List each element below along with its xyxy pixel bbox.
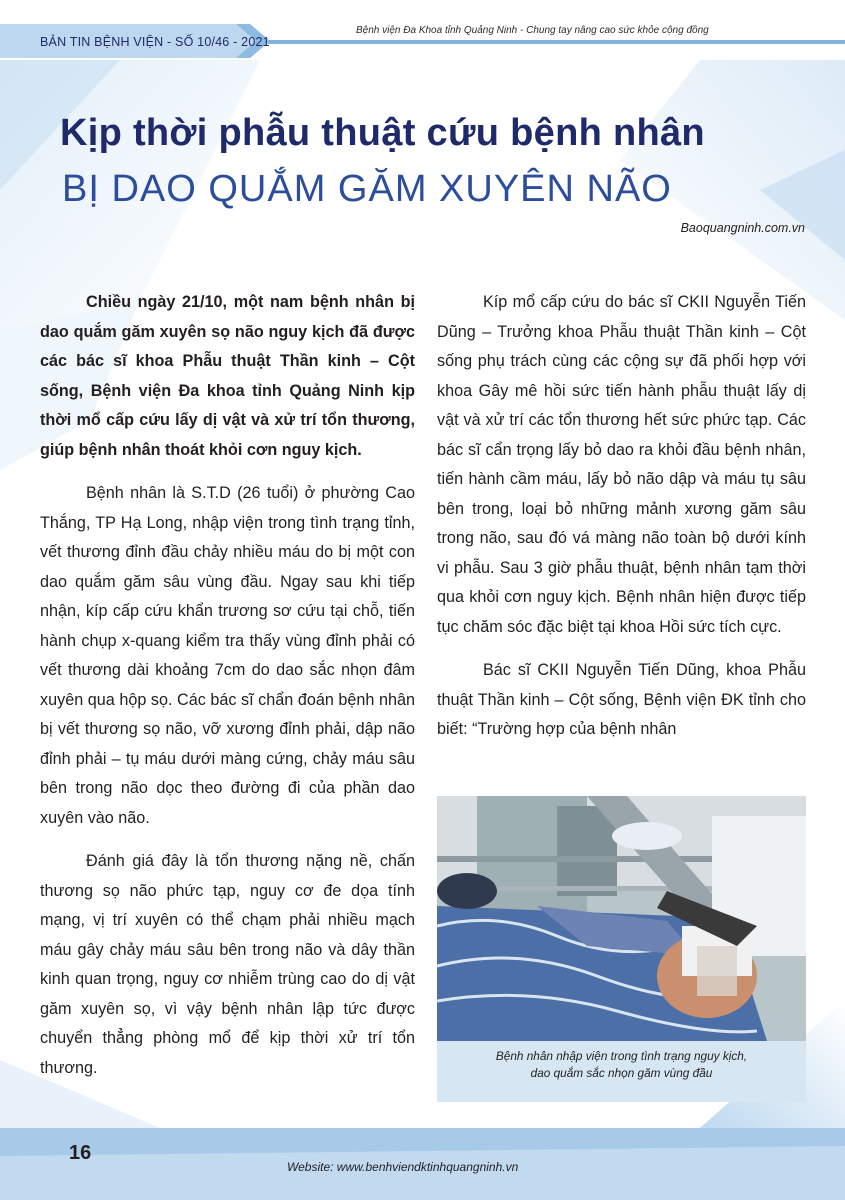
website-link[interactable]: Website: www.benhviendktinhquangninh.vn [287,1160,519,1174]
newsletter-issue: BẢN TIN BỆNH VIỆN - SỐ 10/46 - 2021 [40,35,270,49]
lead-paragraph: Chiều ngày 21/10, một nam bệnh nhân bị dao quắm găm xuyên sọ não nguy kịch đã được các bác sĩ khoa Phẫu thuật Thần kinh – Cột sống, Bệnh viện Đa khoa tỉnh Quảng Ninh kịp thời mổ cấp cứu lấy dị vật và xử trí tổn thương, giúp bệnh nhân thoát khỏi cơn nguy kịch. [40,293,415,459]
article-subtitle: BỊ DAO QUẮM GĂM XUYÊN NÃO [62,168,672,210]
body-paragraph: Đánh giá đây là tổn thương nặng nề, chấn thương sọ não phức tạp, nguy cơ đe dọa tính mạng, vị trí xuyên có thể chạm phải nhiều mạch máu gây chảy máu sâu bên trong não và dây thần kinh quan trọng, nguy cơ nhiễm trùng cao do dị vật găm xuyên sọ, vì vậy bệnh nhân lập tức được chuyển thẳng phòng mổ để kịp thời xử trí tổn thương. [40,852,415,1077]
article-source: Baoquangninh.com.vn [680,221,805,235]
right-column [437,288,806,759]
caption-line: dao quắm sắc nhọn găm vùng đầu [530,1066,713,1080]
caption-line: Bệnh nhân nhập viện trong tình trạng nguy kịch, [495,1049,748,1063]
patient-photo [437,796,806,1041]
header-slogan: Bệnh viện Đa Khoa tỉnh Quảng Ninh - Chung tay nâng cao sức khỏe cộng đồng [356,25,709,36]
header-divider [268,40,845,44]
article-title: Kịp thời phẫu thuật cứu bệnh nhân [60,112,705,154]
photo-frame [437,796,806,1102]
photo-caption [437,1048,806,1082]
body-paragraph: Kíp mổ cấp cứu do bác sĩ CKII Nguyễn Tiến Dũng – Trưởng khoa Phẫu thuật Thần kinh – Cột sống phụ trách cùng các cộng sự đã phối hợp với khoa Gây mê hồi sức tiến hành phẫu thuật lấy dị vật và xử trí các tổn thương hết sức phức tạp. Các bác sĩ cẩn trọng lấy bỏ dao ra khỏi đầu bệnh nhân, tiến hành cầm máu, lấy bỏ não dập và máu tụ sâu bên trong, loại bỏ những mảnh xương găm sâu trong não, sau đó vá màng não toàn bộ dưới kính vi phẫu. Sau 3 giờ phẫu thuật, bệnh nhân tạm thời qua khỏi cơn nguy kịch. Bệnh nhân hiện được tiếp tục chăm sóc đặc biệt tại khoa Hồi sức tích cực. [437,293,806,636]
page-number: 16 [69,1142,92,1164]
patient-photo-illustration [437,796,806,1041]
body-paragraph: Bệnh nhân là S.T.D (26 tuổi) ở phường Cao Thắng, TP Hạ Long, nhập viện trong tình trạng tỉnh, vết thương đỉnh đầu chảy nhiều máu do bị một con dao quắm găm sâu vùng đầu. Ngay sau khi tiếp nhận, kíp cấp cứu khẩn trương sơ cứu tại chỗ, tiến hành chụp x-quang kiểm tra thấy vùng đỉnh phải có vết thương dài khoảng 7cm do dao sắc nhọn đâm xuyên qua hộp sọ. Các bác sĩ chẩn đoán bệnh nhân bị vết thương sọ não, vỡ xương đỉnh phải, dập não đỉnh phải – tụ máu dưới màng cứng, chảy máu sâu bên trong não dọc theo đường đi của phần dao xuyên vào não. [40,484,415,827]
left-column [40,288,415,1097]
body-paragraph: Bác sĩ CKII Nguyễn Tiến Dũng, khoa Phẫu thuật Thần kinh – Cột sống, Bệnh viện ĐK tỉnh cho biết: “Trường hợp của bệnh nhân [437,661,806,738]
